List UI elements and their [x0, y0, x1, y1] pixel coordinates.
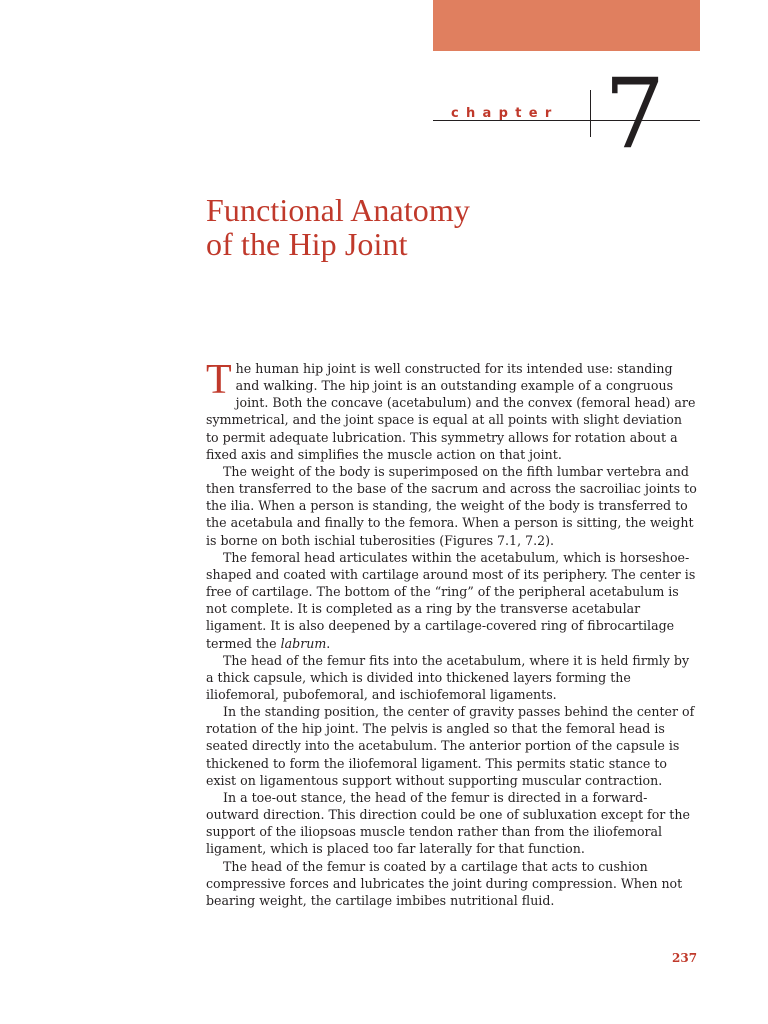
body-text	[206, 357, 698, 909]
chapter-vertical-rule	[590, 90, 591, 137]
paragraph-3-end: .	[326, 635, 331, 651]
chapter-title-line-2: of the Hip Joint	[206, 226, 408, 262]
paragraph-1	[206, 357, 698, 463]
chapter-title	[206, 193, 686, 261]
paragraph-3-italic-term: labrum	[280, 635, 327, 651]
paragraph-5: In the standing position, the center of gravity passes behind the center of rotation of the hip joint. The pelvis is angled so that the femoral head is seated directly into the acetabulum. The anterior portion of the capsule is thickened to form the iliofemoral ligament. This permits static stance to exist on ligamentous support without supporting muscular contraction.	[206, 704, 695, 788]
paragraph-1-text: he human hip joint is well constructed for its intended use: standing and walking. The hip joint is an outstanding example of a congruous joint. Both the concave (acetabulum) and the convex (femoral head) are symmetrical, and the joint space is equal at all points with slight deviation to permit adequate lubrication. This symmetry allows for rotation about a fixed axis and simplifies the muscle action on that joint.	[206, 361, 696, 462]
chapter-color-tab	[433, 0, 700, 51]
page-number: 237	[672, 951, 698, 965]
drop-cap: T	[206, 357, 232, 403]
paragraph-2: The weight of the body is superimposed on the fifth lumbar vertebra and then transferred to the base of the sacrum and across the sacroiliac joints to the ilia. When a person is standing, the weight of the body is transferred to the acetabula and finally to the femora. When a person is sitting, the weight is borne on both ischial tuberosities (Figures 7.1, 7.2).	[206, 463, 697, 548]
paragraph-7: The head of the femur is coated by a cartilage that acts to cushion compressive forces and lubricates the joint during compression. When not bearing weight, the cartilage imbibes nutritional fluid.	[206, 858, 683, 908]
paragraph-4: The head of the femur fits into the acetabulum, where it is held firmly by a thick capsule, which is divided into thickened layers forming the iliofemoral, pubofemoral, and ischiofemoral ligaments.	[206, 652, 690, 702]
chapter-title-line-1: Functional Anatomy	[206, 192, 471, 228]
chapter-label: chapter	[451, 106, 559, 121]
paragraph-6: In a toe-out stance, the head of the femur is directed in a forward-outward direction. This direction could be one of subluxation except for the support of the iliopsoas muscle tendon rather than from the iliofemoral ligament, which is placed too far laterally for that function.	[206, 789, 690, 857]
paragraph-3-text: The femoral head articulates within the acetabulum, which is horseshoe-shaped and coated with cartilage around most of its periphery. The center is free of cartilage. The bottom of the “ring” of the peripheral acetabulum is not complete. It is completed as a ring by the transverse acetabular ligament. It is also deepened by a cartilage-covered ring of fibrocartilage termed the	[206, 549, 696, 651]
chapter-number: 7	[604, 58, 666, 170]
paragraph-3	[206, 549, 698, 652]
